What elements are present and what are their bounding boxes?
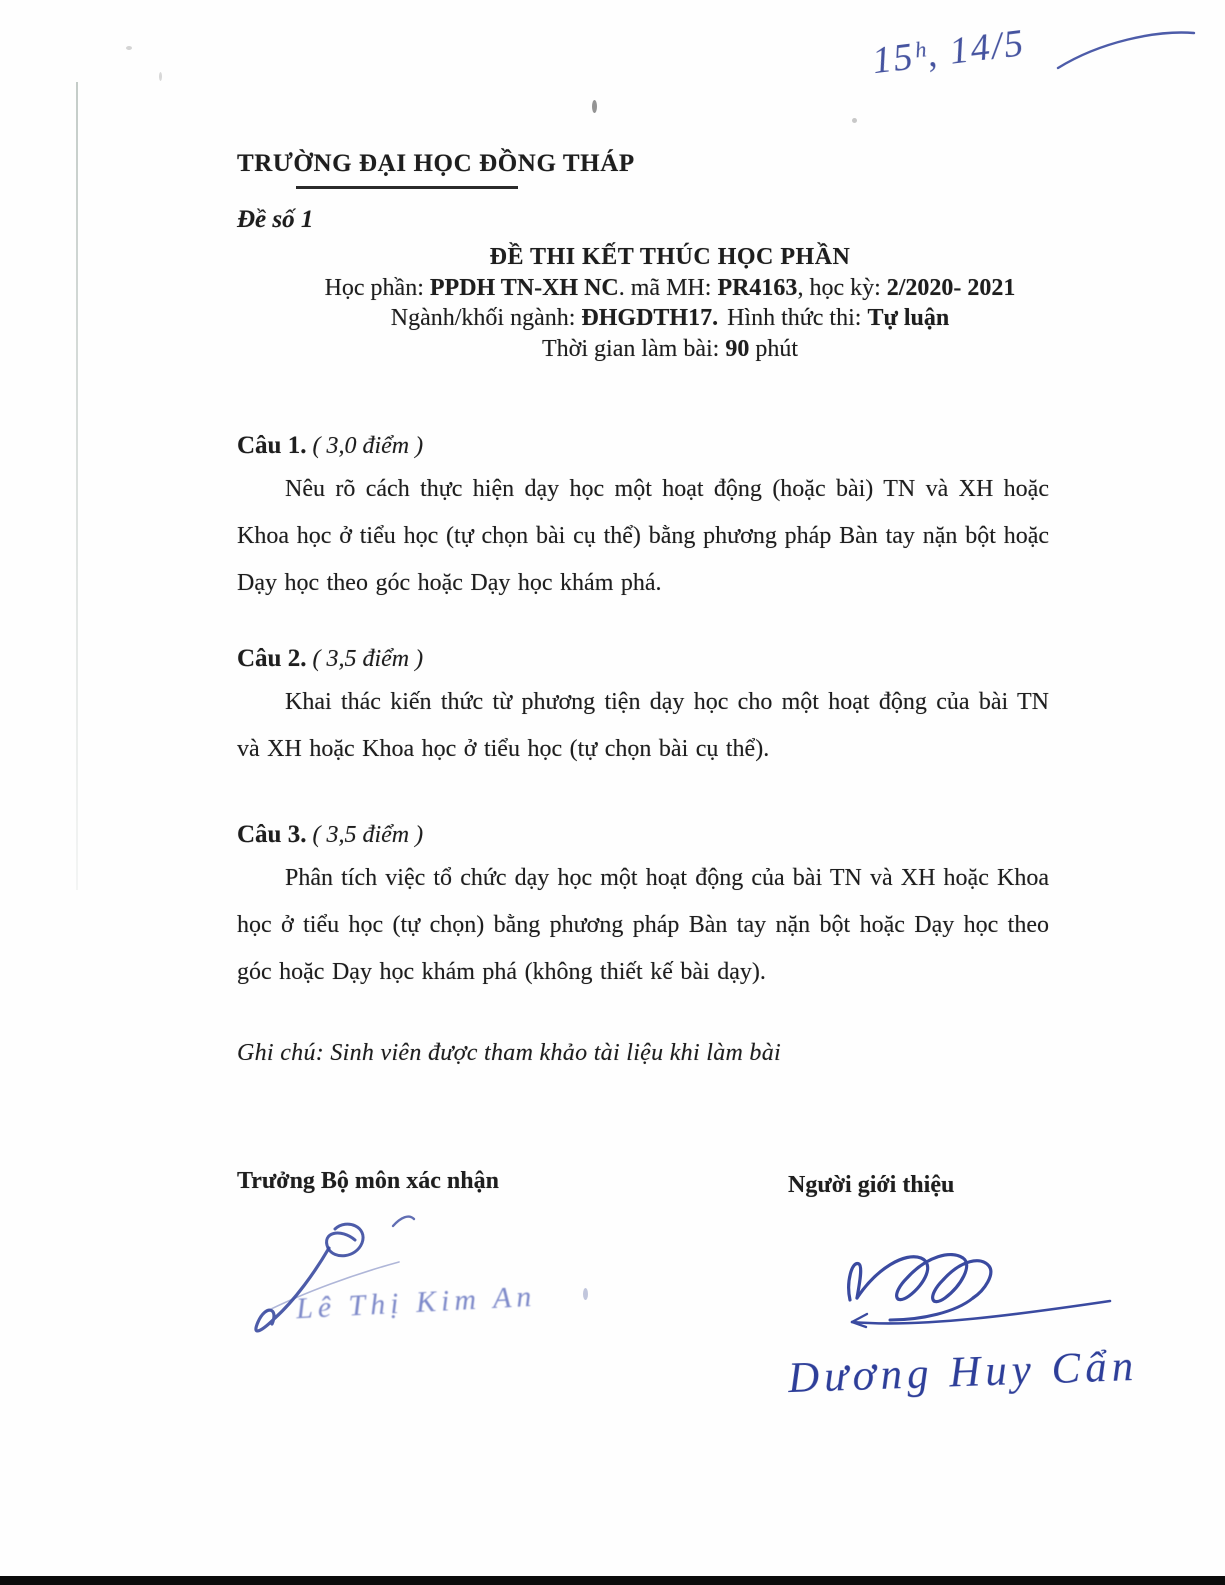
- question-2-text: Khai thác kiến thức từ phương tiện dạy học cho một hoạt động của bài TN và XH hoặc Khoa học ở tiểu học (tự chọn bài cụ thể).: [237, 689, 1049, 762]
- course-name: PPDH TN-XH NC: [429, 274, 619, 301]
- duration-suffix: phút: [749, 335, 798, 362]
- course-code-label: . mã MH:: [618, 274, 718, 301]
- exam-title: ĐỀ THI KẾT THÚC HỌC PHẦN: [489, 244, 851, 270]
- duration-value: 90: [725, 335, 750, 362]
- signature-left-heading: Trưởng Bộ môn xác nhận: [237, 1168, 499, 1194]
- question-3-heading: [237, 821, 423, 849]
- scan-speck: [592, 100, 597, 113]
- question-1-heading: [237, 432, 423, 460]
- duration-prefix: Thời gian làm bài:: [542, 335, 726, 362]
- signature-right-heading: Người giới thiệu: [788, 1172, 955, 1198]
- scan-speck: [159, 72, 162, 81]
- handwritten-time-note: 15ʰ, 14/5: [870, 21, 1028, 83]
- course-prefix: Học phần:: [324, 274, 430, 301]
- question-1-label: Câu 1.: [237, 432, 307, 459]
- question-3-points: ( 3,5 điểm ): [312, 822, 424, 848]
- exam-set-label: Đề số 1: [237, 206, 314, 233]
- university-name: TRƯỜNG ĐẠI HỌC ĐỒNG THÁP: [237, 150, 635, 177]
- scan-speck: [852, 118, 857, 123]
- question-3-text: Phân tích việc tổ chức dạy học một hoạt động của bài TN và XH hoặc Khoa học ở tiểu học (tự chọn) bằng phương pháp Bàn tay nặn bột hoặc Dạy học theo góc hoặc Dạy học khám phá (không thiết kế bài dạy).: [237, 865, 1049, 985]
- handwritten-name-left: Lê Thị Kim An: [295, 1279, 537, 1326]
- pen-flourish-stroke: [1052, 20, 1202, 78]
- question-2-points: ( 3,5 điểm ): [312, 646, 424, 672]
- exam-note: Ghi chú: Sinh viên được tham khảo tài liệu khi làm bài: [237, 1040, 782, 1066]
- major-prefix: Ngành/khối ngành:: [390, 305, 582, 331]
- exam-format-label: Hình thức thi:: [727, 305, 868, 331]
- scan-edge-bar: [0, 1576, 1225, 1585]
- semester-value: 2/2020- 2021: [886, 274, 1016, 301]
- scan-fold-line: [76, 82, 78, 890]
- signature-ink-right: [832, 1240, 1122, 1355]
- question-2-heading: [237, 645, 423, 673]
- semester-label: , học kỳ:: [797, 274, 887, 301]
- question-1-points: ( 3,0 điểm ): [312, 433, 424, 459]
- handwritten-name-right: Dương Huy Cẩn: [787, 1342, 1139, 1403]
- course-code: PR4163: [717, 274, 798, 301]
- scan-speck: [126, 46, 132, 50]
- course-info-line: [250, 273, 1090, 304]
- university-underline: [296, 186, 518, 189]
- duration-line: [250, 334, 1090, 365]
- question-3-label: Câu 3.: [237, 821, 307, 848]
- major-info-line: [250, 303, 1090, 334]
- question-2-label: Câu 2.: [237, 645, 307, 672]
- question-1-text: Nêu rõ cách thực hiện dạy học một hoạt động (hoặc bài) TN và XH hoặc Khoa học ở tiểu học (tự chọn bài cụ thể) bằng phương pháp Bàn tay nặn bột hoặc Dạy học theo góc hoặc Dạy học khám phá.: [237, 476, 1049, 596]
- exam-format-value: Tự luận: [867, 305, 950, 331]
- exam-header-block: [250, 242, 1090, 364]
- scan-speck: [583, 1288, 588, 1300]
- major-code: ĐHGDTH17.: [581, 305, 719, 331]
